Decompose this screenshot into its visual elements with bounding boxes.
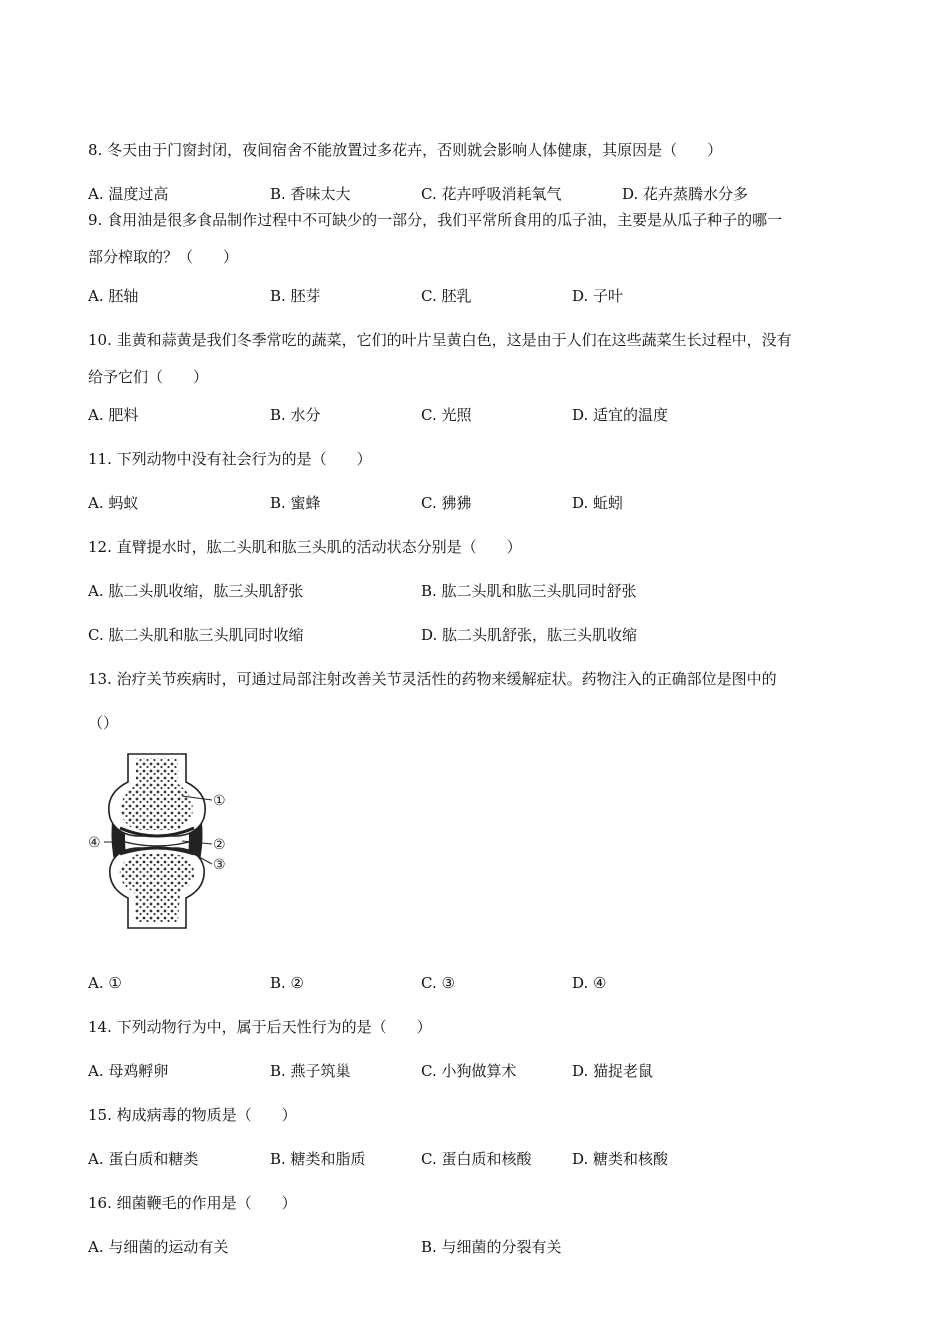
- q13-option-c: C. ③: [421, 974, 455, 992]
- q14-option-d: D. 猫捉老鼠: [572, 1062, 654, 1080]
- question-9-stem-line-2: 部分榨取的？（ ）: [88, 248, 239, 266]
- q11-option-c: C. 狒狒: [421, 494, 472, 512]
- question-15-stem: 15. 构成病毒的物质是（ ）: [88, 1106, 297, 1124]
- q8-option-a: A. 温度过高: [88, 185, 169, 203]
- q12-option-c: C. 肱二头肌和肱三头肌同时收缩: [88, 626, 304, 644]
- q10-option-b: B. 水分: [270, 406, 321, 424]
- label-2: ②: [213, 837, 226, 853]
- question-13-stem-line-1: 13. 治疗关节疾病时，可通过局部注射改善关节灵活性的药物来缓解症状。药物注入的正确部位是图中的: [88, 670, 777, 688]
- label-1: ①: [213, 793, 226, 809]
- q12-option-d: D. 肱二头肌舒张，肱三头肌收缩: [421, 626, 638, 644]
- q15-option-a: A. 蛋白质和糖类: [88, 1150, 199, 1168]
- q10-option-a: A. 肥料: [88, 406, 139, 424]
- q16-option-b: B. 与细菌的分裂有关: [421, 1238, 562, 1256]
- q14-option-a: A. 母鸡孵卵: [88, 1062, 169, 1080]
- q8-option-b: B. 香味太大: [270, 185, 351, 203]
- q13-option-b: B. ②: [270, 974, 305, 992]
- label-3: ③: [213, 857, 226, 873]
- question-9-stem-line-1: 9. 食用油是很多食品制作过程中不可缺少的一部分，我们平常所食用的瓜子油，主要是从瓜子种子的哪一: [88, 211, 783, 229]
- q15-option-d: D. 糖类和核酸: [572, 1150, 669, 1168]
- q13-option-d: D. ④: [572, 974, 607, 992]
- q11-option-b: B. 蜜蜂: [270, 494, 321, 512]
- q14-option-b: B. 燕子筑巢: [270, 1062, 351, 1080]
- question-16-stem: 16. 细菌鞭毛的作用是（ ）: [88, 1194, 297, 1212]
- q12-option-a: A. 肱二头肌收缩，肱三头肌舒张: [88, 582, 304, 600]
- q9-option-a: A. 胚轴: [88, 287, 139, 305]
- q8-option-c: C. 花卉呼吸消耗氧气: [421, 185, 562, 203]
- q15-option-b: B. 糖类和脂质: [270, 1150, 366, 1168]
- q13-option-a: A. ①: [88, 974, 122, 992]
- q9-option-c: C. 胚乳: [421, 287, 472, 305]
- knee-joint-diagram: [86, 748, 236, 933]
- q10-option-c: C. 光照: [421, 406, 472, 424]
- question-10-stem-line-2: 给予它们（ ）: [88, 368, 209, 386]
- q11-option-d: D. 蚯蚓: [572, 494, 624, 512]
- q16-option-a: A. 与细菌的运动有关: [88, 1238, 229, 1256]
- q15-option-c: C. 蛋白质和核酸: [421, 1150, 532, 1168]
- question-11-stem: 11. 下列动物中没有社会行为的是（ ）: [88, 450, 372, 468]
- q10-option-d: D. 适宜的温度: [572, 406, 669, 424]
- q11-option-a: A. 蚂蚁: [88, 494, 139, 512]
- q9-option-d: D. 子叶: [572, 287, 624, 305]
- q12-option-b: B. 肱二头肌和肱三头肌同时舒张: [421, 582, 637, 600]
- question-8-stem: 8. 冬天由于门窗封闭，夜间宿舍不能放置过多花卉，否则就会影响人体健康，其原因是（ ）: [88, 141, 723, 159]
- question-10-stem-line-1: 10. 韭黄和蒜黄是我们冬季常吃的蔬菜，它们的叶片呈黄白色，这是由于人们在这些蔬菜生长过程中，没有: [88, 331, 792, 349]
- question-13-stem-line-2: （）: [88, 714, 119, 732]
- question-14-stem: 14. 下列动物行为中，属于后天性行为的是（ ）: [88, 1018, 432, 1036]
- label-4: ④: [88, 835, 101, 851]
- q8-option-d: D. 花卉蒸腾水分多: [622, 185, 749, 203]
- q9-option-b: B. 胚芽: [270, 287, 321, 305]
- question-12-stem: 12. 直臂提水时，肱二头肌和肱三头肌的活动状态分别是（ ）: [88, 538, 522, 556]
- q14-option-c: C. 小狗做算术: [421, 1062, 517, 1080]
